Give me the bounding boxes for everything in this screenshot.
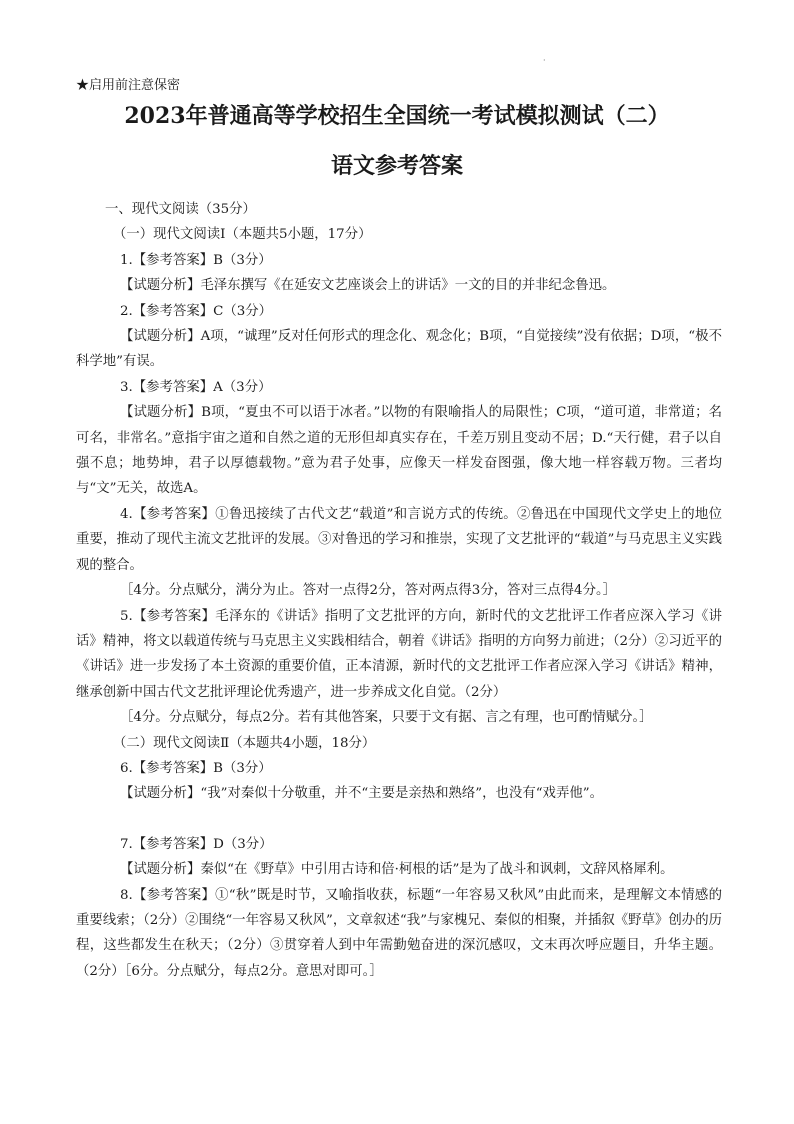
answer-q3: 3.【参考答案】A（3分） [120,379,272,395]
analysis-q1: 【试题分析】毛泽东撰写《在延安文艺座谈会上的讲话》一文的目的并非纪念鲁迅。 [120,278,616,294]
answer-q7: 7.【参考答案】D（3分） [120,836,273,852]
answer-q1: 1.【参考答案】B（3分） [120,252,272,268]
analysis-q2: 【试题分析】A项，“诚理”反对任何形式的理念化、观念化；B项，“自觉接续”没有依据；D项，“极不科学地”有误。 [76,329,722,370]
page-subtitle: 语文参考答案 [330,153,463,179]
answer-q2: 2.【参考答案】C（3分） [120,303,273,319]
corner-dot: · [543,56,546,65]
confidential-label: ★启用前注意保密 [76,78,181,93]
analysis-q3: 【试题分析】B项，“夏虫不可以语于冰者。”以物的有限喻指人的局限性；C项，“道可道，非常道；名可名，非常名。”意指宇宙之道和自然之道的无形但却真实存在，千差万别且变动不居；D.“天行健，君子以自强不息；地势坤，君子以厚德载物。”意为君子处事，应像天一样发奋图强，像大地一样容载万物。三者均与“文”无关，故选A。 [76,405,722,497]
scoring-note-q4: ［4分。分点赋分，满分为止。答对一点得2分，答对两点得3分，答对三点得4分。］ [120,583,617,599]
answer-q8: 8.【参考答案】①“秋”既是时节，又喻指收获，标题“一年容易又秋风”由此而来，是理解文本情感的重要线索；（2分）②围绕“一年容易又秋风”，文章叙述“我”与家槐兄、秦似的相聚，并插叙《野草》创办的历程，这些都发生在秋天；（2分）③贯穿着人到中年需勤勉奋进的深沉感叹，文末再次呼应题目，升华主题。（2分）［6分。分点赋分，每点2分。意思对即可。］ [76,887,722,979]
analysis-q6: 【试题分析】“我”对秦似十分敬重，并不“主要是亲热和熟络”，也没有“戏弄他”。 [120,786,603,802]
subsection-heading-reading-2: （二）现代文阅读Ⅱ（本题共4小题，18分） [113,735,376,751]
spacer [76,807,722,832]
subsection-heading-reading-1: （一）现代文阅读Ⅰ（本题共5小题，17分） [113,227,372,243]
analysis-q7: 【试题分析】秦似“在《野草》中引用古诗和倍·柯根的话”是为了战斗和讽刺，文辞风格犀利。 [120,862,674,878]
answer-q5: 5.【参考答案】毛泽东的《讲话》指明了文艺批评的方向，新时代的文艺批评工作者应深入学习《讲话》精神，将文以载道传统与马克思主义实践相结合，朝着《讲话》指明的方向努力前进；（2分）②习近平的《讲话》进一步发扬了本土资源的重要价值，正本清源，新时代的文艺批评工作者应深入学习《讲话》精神，继承创新中国古代文艺批评理论优秀遗产，进一步养成文化自觉。（2分） [76,608,722,700]
page-title: 2023年普通高等学校招生全国统一考试模拟测试（二） [124,103,670,129]
answer-content [76,197,722,984]
scoring-note-q5: ［4分。分点赋分，每点2分。若有其他答案，只要于文有据、言之有理，也可酌情赋分。］ [120,710,653,726]
answer-q6: 6.【参考答案】B（3分） [120,760,272,776]
section-heading-modern-reading: 一、现代文阅读（35分） [105,202,256,217]
answer-q4: 4.【参考答案】①鲁迅接续了古代文艺“载道”和言说方式的传统。②鲁迅在中国现代文学史上的地位重要，推动了现代主流文艺批评的发展。③对鲁迅的学习和推崇，实现了文艺批评的“载道”与马克思主义实践观的整合。 [76,506,722,573]
